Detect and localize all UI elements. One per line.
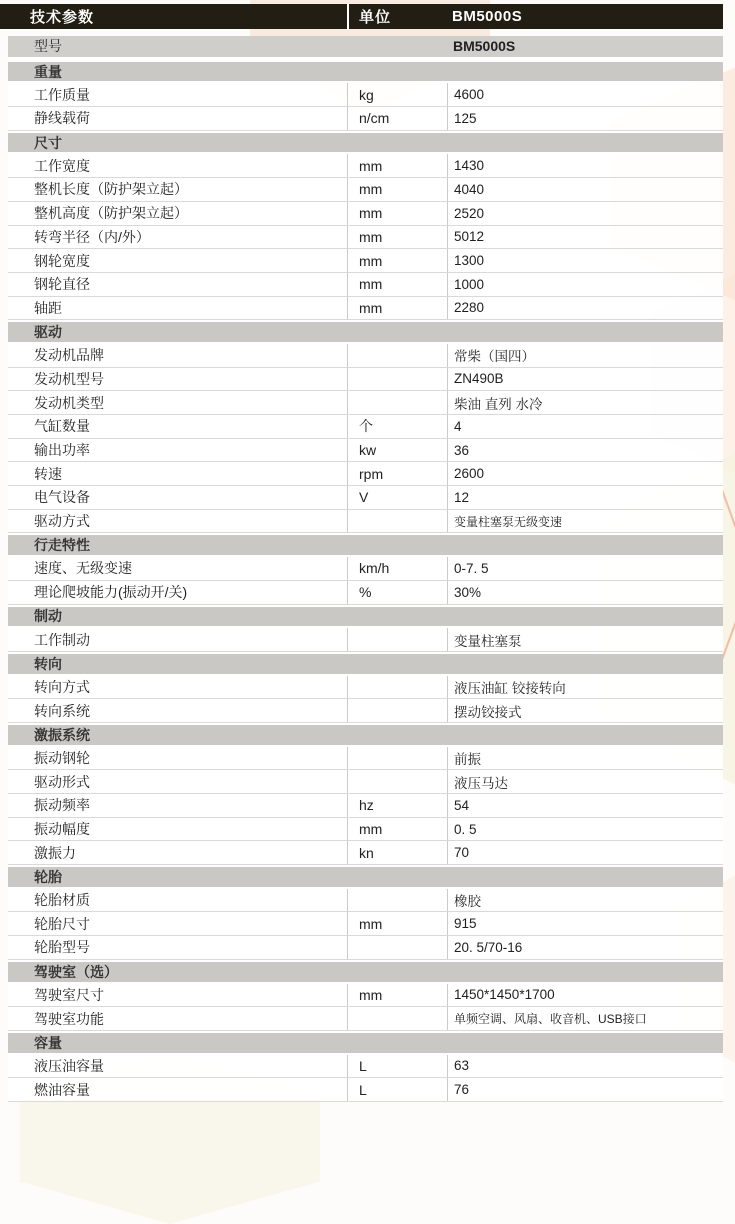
- spec-row-value: 液压马达: [447, 770, 723, 793]
- spec-row-label: 电气设备: [34, 489, 90, 506]
- spec-row-label: 驱动方式: [34, 513, 90, 530]
- spec-row-unit: [347, 1007, 447, 1030]
- spec-row-value: 70: [447, 841, 723, 864]
- spec-row-unit: 个: [347, 415, 447, 438]
- spec-row: [8, 226, 723, 250]
- model-row: [8, 36, 723, 60]
- spec-row-unit: [347, 676, 447, 699]
- model-row-label: 型号: [34, 38, 62, 55]
- spec-row: [8, 912, 723, 936]
- spec-row-unit: mm: [347, 818, 447, 841]
- spec-row: [8, 841, 723, 865]
- spec-row-unit: [347, 747, 447, 770]
- spec-row-label: 驾驶室尺寸: [34, 986, 104, 1003]
- spec-row-label: 轮胎型号: [34, 939, 90, 956]
- section-title: 行走特性: [34, 537, 90, 554]
- spec-row-unit: n/cm: [347, 107, 447, 130]
- section-title: 制动: [34, 608, 62, 625]
- spec-row-unit: kn: [347, 841, 447, 864]
- spec-row: [8, 1078, 723, 1102]
- spec-row-unit: mm: [347, 154, 447, 177]
- spec-row-value: 2280: [447, 297, 723, 320]
- spec-row-value: 常柴（国四）: [447, 344, 723, 367]
- spec-row-value: 915: [447, 912, 723, 935]
- spec-row-label: 转向方式: [34, 678, 90, 695]
- spec-row-value: 63: [447, 1055, 723, 1078]
- spec-row-value: 液压油缸 铰接转向: [447, 676, 723, 699]
- spec-row: [8, 249, 723, 273]
- spec-row-label: 工作制动: [34, 631, 90, 648]
- spec-row-value: 20. 5/70-16: [447, 936, 723, 959]
- spec-row: [8, 368, 723, 392]
- spec-row-label: 速度、无级变速: [34, 560, 132, 577]
- spec-row-value: 30%: [447, 581, 723, 604]
- spec-row-value: 4: [447, 415, 723, 438]
- section-title: 激振系统: [34, 726, 90, 743]
- spec-row-unit: [347, 628, 447, 651]
- spec-row: [8, 581, 723, 605]
- spec-row: [8, 202, 723, 226]
- section-title: 重量: [34, 63, 62, 80]
- spec-row-value: 1450*1450*1700: [447, 984, 723, 1007]
- spec-row: [8, 557, 723, 581]
- spec-row-label: 理论爬坡能力(振动开/关): [34, 584, 188, 601]
- section-title: 驱动: [34, 324, 62, 341]
- spec-row: [8, 628, 723, 652]
- spec-row: [8, 415, 723, 439]
- spec-row-label: 工作质量: [34, 86, 90, 103]
- spec-row: [8, 439, 723, 463]
- spec-row-value: 1430: [447, 154, 723, 177]
- spec-row-label: 输出功率: [34, 442, 90, 459]
- spec-row-label: 轮胎材质: [34, 892, 90, 909]
- spec-row: [8, 936, 723, 960]
- section-row: [8, 652, 723, 676]
- section-row: [8, 723, 723, 747]
- spec-row-value: 柴油 直列 水冷: [447, 391, 723, 414]
- section-row: [8, 131, 723, 155]
- spec-row-value: 2520: [447, 202, 723, 225]
- spec-row-label: 振动幅度: [34, 821, 90, 838]
- spec-row-unit: hz: [347, 794, 447, 817]
- spec-row: [8, 676, 723, 700]
- spec-row-value: 前振: [447, 747, 723, 770]
- spec-row: [8, 794, 723, 818]
- spec-row: [8, 178, 723, 202]
- spec-row: [8, 889, 723, 913]
- spec-row-value: 单频空调、风扇、收音机、USB接口: [447, 1007, 723, 1030]
- spec-row-value: 4040: [447, 178, 723, 201]
- spec-row: [8, 699, 723, 723]
- spec-row-label: 静线载荷: [34, 110, 90, 127]
- spec-row-label: 轴距: [34, 299, 62, 316]
- spec-row-unit: rpm: [347, 462, 447, 485]
- spec-row: [8, 984, 723, 1008]
- spec-row-value: 2600: [447, 462, 723, 485]
- spec-row: [8, 510, 723, 534]
- spec-row-unit: %: [347, 581, 447, 604]
- spec-row: [8, 1055, 723, 1079]
- spec-row: [8, 273, 723, 297]
- spec-row: [8, 391, 723, 415]
- spec-row-unit: km/h: [347, 557, 447, 580]
- spec-row-label: 振动钢轮: [34, 749, 90, 766]
- spec-row-unit: mm: [347, 249, 447, 272]
- spec-row-unit: mm: [347, 226, 447, 249]
- spec-row-value: 1300: [447, 249, 723, 272]
- spec-row-label: 液压油容量: [34, 1057, 104, 1074]
- section-title: 容量: [34, 1034, 62, 1051]
- spec-row-label: 燃油容量: [34, 1081, 90, 1098]
- spec-row-unit: [347, 936, 447, 959]
- spec-row-unit: kw: [347, 439, 447, 462]
- spec-row-unit: [347, 368, 447, 391]
- spec-row-label: 振动频率: [34, 797, 90, 814]
- spec-row-value: 0-7. 5: [447, 557, 723, 580]
- spec-row-unit: mm: [347, 912, 447, 935]
- spec-row-unit: mm: [347, 297, 447, 320]
- spec-row-label: 激振力: [34, 844, 76, 861]
- section-title: 尺寸: [34, 134, 62, 151]
- spec-row-label: 钢轮宽度: [34, 252, 90, 269]
- spec-row-value: 12: [447, 486, 723, 509]
- spec-row: [8, 344, 723, 368]
- spec-row-label: 发动机品牌: [34, 347, 104, 364]
- spec-row: [8, 462, 723, 486]
- spec-row-label: 钢轮直径: [34, 276, 90, 293]
- spec-row: [8, 747, 723, 771]
- table-title: 技术参数: [30, 9, 95, 26]
- spec-row-value: 5012: [447, 226, 723, 249]
- spec-row: [8, 83, 723, 107]
- spec-row-value: ZN490B: [447, 368, 723, 391]
- spec-row-value: 橡胶: [447, 889, 723, 912]
- spec-row-label: 驾驶室功能: [34, 1010, 104, 1027]
- spec-row-label: 整机长度（防护架立起）: [34, 181, 188, 198]
- spec-row-value: 摆动铰接式: [447, 699, 723, 722]
- spec-row-value: 4600: [447, 83, 723, 106]
- spec-row-unit: kg: [347, 83, 447, 106]
- model-column-header: BM5000S: [452, 8, 523, 25]
- spec-row-value: 变量柱塞泵: [447, 628, 723, 651]
- spec-row: [8, 486, 723, 510]
- section-title: 转向: [34, 655, 62, 672]
- spec-row: [8, 770, 723, 794]
- spec-row-value: 36: [447, 439, 723, 462]
- model-row-value: BM5000S: [453, 38, 516, 55]
- spec-row-label: 工作宽度: [34, 157, 90, 174]
- spec-row-unit: [347, 770, 447, 793]
- unit-column-header: 单位: [359, 9, 392, 26]
- spec-table-header: [0, 4, 723, 29]
- spec-row-label: 转速: [34, 465, 62, 482]
- spec-row-unit: mm: [347, 202, 447, 225]
- spec-row-unit: [347, 510, 447, 533]
- section-title: 轮胎: [34, 868, 62, 885]
- spec-row-label: 转弯半径（内/外）: [34, 228, 150, 245]
- section-row: [8, 605, 723, 629]
- section-row: [8, 533, 723, 557]
- spec-sheet: [0, 4, 735, 1102]
- spec-row-unit: [347, 344, 447, 367]
- spec-row-unit: mm: [347, 984, 447, 1007]
- section-row: [8, 1031, 723, 1055]
- section-row: [8, 320, 723, 344]
- section-title: 驾驶室（选）: [34, 963, 118, 980]
- spec-row-value: 125: [447, 107, 723, 130]
- spec-row-unit: L: [347, 1078, 447, 1101]
- spec-row-label: 驱动形式: [34, 773, 90, 790]
- spec-row: [8, 818, 723, 842]
- header-divider: [347, 4, 349, 29]
- spec-row-label: 发动机型号: [34, 370, 104, 387]
- section-row: [8, 865, 723, 889]
- spec-row-unit: [347, 699, 447, 722]
- spec-row-value: 0. 5: [447, 818, 723, 841]
- spec-row-unit: V: [347, 486, 447, 509]
- section-row: [8, 60, 723, 84]
- spec-row-value: 76: [447, 1078, 723, 1101]
- spec-row-value: 1000: [447, 273, 723, 296]
- spec-row-value: 变量柱塞泵无级变速: [447, 510, 723, 533]
- spec-row-unit: mm: [347, 273, 447, 296]
- spec-table-body: [8, 36, 723, 1102]
- spec-row: [8, 297, 723, 321]
- spec-row: [8, 107, 723, 131]
- spec-row-unit: mm: [347, 178, 447, 201]
- spec-row: [8, 1007, 723, 1031]
- spec-row-label: 转向系统: [34, 702, 90, 719]
- spec-row-label: 轮胎尺寸: [34, 915, 90, 932]
- spec-row-unit: [347, 391, 447, 414]
- spec-row-value: 54: [447, 794, 723, 817]
- spec-row-unit: [347, 889, 447, 912]
- spec-row-label: 整机高度（防护架立起）: [34, 205, 188, 222]
- spec-row-label: 气缸数量: [34, 418, 90, 435]
- spec-row: [8, 154, 723, 178]
- spec-row-unit: L: [347, 1055, 447, 1078]
- section-row: [8, 960, 723, 984]
- spec-row-label: 发动机类型: [34, 394, 104, 411]
